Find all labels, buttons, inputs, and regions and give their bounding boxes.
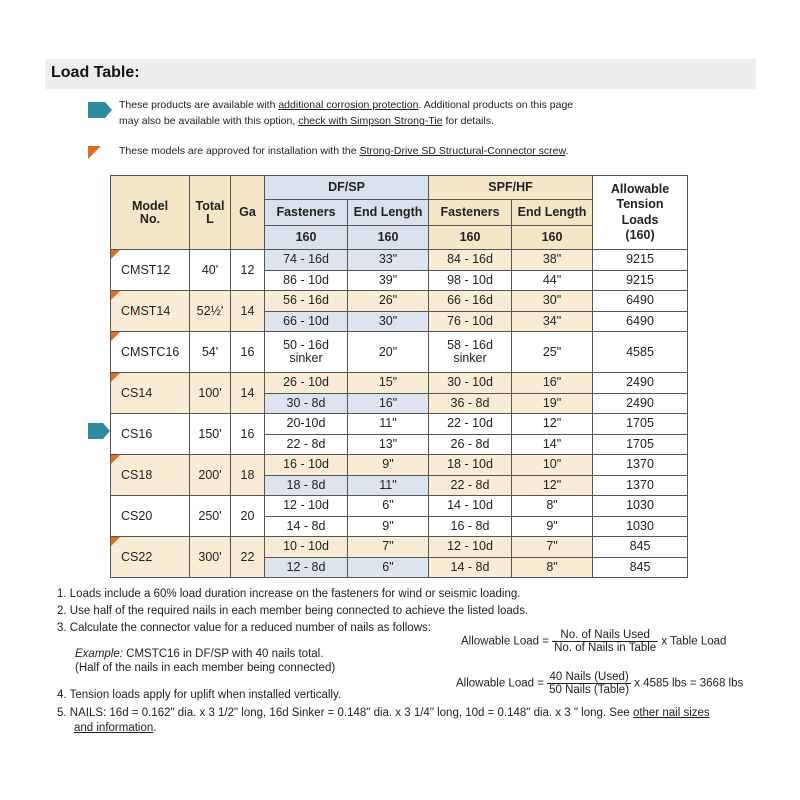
spf-fastener-cell: 26 - 8d — [429, 434, 512, 455]
load-cell: 1030 — [593, 516, 688, 537]
load-cell: 9215 — [593, 250, 688, 271]
total-cell: 100' — [190, 373, 231, 414]
spf-fastener-cell: 84 - 16d — [429, 250, 512, 271]
formula-general — [461, 629, 726, 654]
df-fastener-cell: 18 - 8d — [265, 475, 348, 496]
spf-end-cell: 19" — [512, 393, 593, 414]
df-end-cell: 33" — [348, 250, 429, 271]
spf-fastener-cell: 16 - 8d — [429, 516, 512, 537]
formula-numerator: No. of Nails Used — [552, 629, 658, 642]
blue-flag-icon — [88, 102, 112, 118]
section-title: Load Table: — [51, 64, 140, 81]
model-cell: CS16 — [111, 414, 190, 455]
legend-text: . — [565, 145, 569, 157]
col-header-spfhf: SPF/HF — [429, 176, 593, 200]
df-fastener-cell: 56 - 16d — [265, 291, 348, 312]
note-5-text: 5. NAILS: 16d = 0.162" dia. x 3 1/2" long, 16d Sinker = 0.148" dia. x 3 1/4" long, 10d = 0.148" dia. x 3 " long. See — [57, 707, 633, 719]
df-end-cell: 13" — [348, 434, 429, 455]
nail-information-link[interactable]: and information — [74, 722, 154, 734]
spf-fastener-cell: 66 - 16d — [429, 291, 512, 312]
model-cell: CS20 — [111, 496, 190, 537]
example-label: Example: — [75, 648, 123, 660]
col-header-df-end-length: End Length — [348, 200, 429, 226]
df-end-cell: 20" — [348, 332, 429, 373]
orange-flag-icon — [88, 146, 101, 159]
cs16-blue-flag-icon — [88, 423, 110, 439]
df-fastener-cell: 50 - 16d sinker — [265, 332, 348, 373]
spf-fastener-cell: 58 - 16d sinker — [429, 332, 512, 373]
df-end-cell: 39" — [348, 270, 429, 291]
note-1: 1. Loads include a 60% load duration increase on the fasteners for wind or seismic loading. — [57, 588, 521, 600]
spf-end-cell: 8" — [512, 557, 593, 578]
col-header-allowable: Allowable Tension Loads (160) — [593, 176, 688, 250]
ga-cell: 20 — [231, 496, 265, 537]
formula-denominator: 50 Nails (Table) — [549, 684, 630, 696]
ga-cell: 22 — [231, 537, 265, 578]
load-cell: 4585 — [593, 332, 688, 373]
spf-end-cell: 12" — [512, 475, 593, 496]
spf-end-cell: 30" — [512, 291, 593, 312]
legend-text: for details. — [442, 115, 494, 127]
simpson-link[interactable]: check with Simpson Strong-Tie — [298, 115, 443, 127]
model-cell: CS22 — [111, 537, 190, 578]
spf-fastener-cell: 30 - 10d — [429, 373, 512, 394]
table-row — [111, 332, 688, 373]
col-header-df-160: 160 — [348, 226, 429, 250]
legend-sd-screw — [119, 143, 568, 159]
df-end-cell: 6" — [348, 557, 429, 578]
spf-end-cell: 34" — [512, 311, 593, 332]
formula-label: Allowable Load = — [456, 677, 544, 690]
col-header-spf-end-length: End Length — [512, 200, 593, 226]
load-cell: 1370 — [593, 455, 688, 476]
ga-cell: 16 — [231, 332, 265, 373]
df-end-cell: 15" — [348, 373, 429, 394]
spf-fastener-cell: 14 - 10d — [429, 496, 512, 517]
spf-fastener-cell: 14 - 8d — [429, 557, 512, 578]
sd-screw-flag-icon — [111, 250, 120, 259]
load-cell: 1705 — [593, 434, 688, 455]
formula-tail: x Table Load — [661, 635, 727, 648]
sd-screw-flag-icon — [111, 332, 120, 341]
df-end-cell: 26" — [348, 291, 429, 312]
spf-end-cell: 16" — [512, 373, 593, 394]
df-end-cell: 11" — [348, 414, 429, 435]
load-cell: 2490 — [593, 393, 688, 414]
df-end-cell: 6" — [348, 496, 429, 517]
table-row — [111, 414, 688, 435]
spf-end-cell: 9" — [512, 516, 593, 537]
formula-tail: x 4585 lbs = 3668 lbs — [634, 677, 744, 690]
df-end-cell: 11" — [348, 475, 429, 496]
formula-fraction — [552, 629, 658, 654]
df-end-cell: 30" — [348, 311, 429, 332]
load-cell: 1030 — [593, 496, 688, 517]
df-end-cell: 9" — [348, 455, 429, 476]
load-cell: 2490 — [593, 373, 688, 394]
total-cell: 300' — [190, 537, 231, 578]
formula-label: Allowable Load = — [461, 635, 549, 648]
model-cell: CS14 — [111, 373, 190, 414]
df-fastener-cell: 26 - 10d — [265, 373, 348, 394]
spf-fastener-cell: 98 - 10d — [429, 270, 512, 291]
spf-end-cell: 38" — [512, 250, 593, 271]
df-fastener-cell: 86 - 10d — [265, 270, 348, 291]
sd-screw-flag-icon — [111, 373, 120, 382]
col-header-dfsp: DF/SP — [265, 176, 429, 200]
formula-denominator: No. of Nails in Table — [554, 642, 657, 654]
df-fastener-cell: 10 - 10d — [265, 537, 348, 558]
spf-fastener-cell: 22 - 10d — [429, 414, 512, 435]
sd-screw-flag-icon — [111, 291, 120, 300]
note-2: 2. Use half of the required nails in each member being connected to achieve the listed loads. — [57, 605, 529, 617]
spf-end-cell: 12" — [512, 414, 593, 435]
load-cell: 845 — [593, 537, 688, 558]
ga-cell: 16 — [231, 414, 265, 455]
example — [75, 647, 323, 662]
col-header-total: Total L — [190, 176, 231, 250]
col-header-model: Model No. — [111, 176, 190, 250]
load-cell: 845 — [593, 557, 688, 578]
spf-fastener-cell: 22 - 8d — [429, 475, 512, 496]
legend-text: These models are approved for installation with the — [119, 145, 360, 157]
other-nail-sizes-link[interactable]: other nail sizes — [632, 707, 710, 719]
spf-end-cell: 8" — [512, 496, 593, 517]
note-4: 4. Tension loads apply for uplift when installed vertically. — [57, 689, 342, 701]
df-end-cell: 7" — [348, 537, 429, 558]
spf-end-cell: 44" — [512, 270, 593, 291]
sd-screw-flag-icon — [111, 537, 120, 546]
total-cell: 40' — [190, 250, 231, 291]
spf-fastener-cell: 12 - 10d — [429, 537, 512, 558]
formula-numerator: 40 Nails (Used) — [547, 671, 631, 684]
section-header — [45, 59, 756, 89]
df-fastener-cell: 20-10d — [265, 414, 348, 435]
load-cell: 6490 — [593, 311, 688, 332]
load-cell: 6490 — [593, 291, 688, 312]
df-fastener-cell: 12 - 10d — [265, 496, 348, 517]
col-header-spf-160: 160 — [429, 226, 512, 250]
spf-fastener-cell: 36 - 8d — [429, 393, 512, 414]
table-row — [111, 291, 688, 312]
col-header-spf-160: 160 — [512, 226, 593, 250]
ga-cell: 18 — [231, 455, 265, 496]
table-row — [111, 250, 688, 271]
df-end-cell: 16" — [348, 393, 429, 414]
model-cell: CMST14 — [111, 291, 190, 332]
total-cell: 52½' — [190, 291, 231, 332]
df-fastener-cell: 66 - 10d — [265, 311, 348, 332]
note-5-text: . — [153, 722, 157, 734]
example-line-2: (Half of the nails in each member being connected) — [75, 662, 336, 674]
spf-end-cell: 14" — [512, 434, 593, 455]
legend-corrosion — [119, 97, 573, 129]
load-table — [110, 175, 688, 578]
df-fastener-cell: 14 - 8d — [265, 516, 348, 537]
spf-fastener-cell: 76 - 10d — [429, 311, 512, 332]
legend-text: may also be available with this option, — [119, 115, 299, 127]
col-header-df-fasteners: Fasteners — [265, 200, 348, 226]
ga-cell: 12 — [231, 250, 265, 291]
spf-end-cell: 10" — [512, 455, 593, 476]
legend-text: These products are available with — [119, 99, 279, 111]
example-text: CMSTC16 in DF/SP with 40 nails total. — [122, 648, 324, 660]
df-fastener-cell: 12 - 8d — [265, 557, 348, 578]
formula-fraction — [547, 671, 631, 696]
load-cell: 1705 — [593, 414, 688, 435]
df-fastener-cell: 74 - 16d — [265, 250, 348, 271]
table-row — [111, 455, 688, 476]
total-cell: 250' — [190, 496, 231, 537]
ga-cell: 14 — [231, 291, 265, 332]
sd-screw-link[interactable]: Strong-Drive SD Structural-Connector screw — [359, 145, 566, 157]
model-cell: CS18 — [111, 455, 190, 496]
col-header-df-160: 160 — [265, 226, 348, 250]
model-cell: CMST12 — [111, 250, 190, 291]
note-3: 3. Calculate the connector value for a reduced number of nails as follows: — [57, 622, 431, 634]
load-cell: 9215 — [593, 270, 688, 291]
df-fastener-cell: 30 - 8d — [265, 393, 348, 414]
corrosion-protection-link[interactable]: additional corrosion protection — [278, 99, 419, 111]
col-header-spf-fasteners: Fasteners — [429, 200, 512, 226]
sd-screw-flag-icon — [111, 455, 120, 464]
note-5 — [57, 706, 757, 736]
table-row — [111, 537, 688, 558]
ga-cell: 14 — [231, 373, 265, 414]
table-row — [111, 496, 688, 517]
total-cell: 150' — [190, 414, 231, 455]
legend-text: . Additional products on this page — [418, 99, 574, 111]
df-fastener-cell: 16 - 10d — [265, 455, 348, 476]
spf-end-cell: 25" — [512, 332, 593, 373]
spf-end-cell: 7" — [512, 537, 593, 558]
df-end-cell: 9" — [348, 516, 429, 537]
formula-example — [456, 671, 743, 696]
total-cell: 54' — [190, 332, 231, 373]
col-header-ga: Ga — [231, 176, 265, 250]
load-cell: 1370 — [593, 475, 688, 496]
df-fastener-cell: 22 - 8d — [265, 434, 348, 455]
spf-fastener-cell: 18 - 10d — [429, 455, 512, 476]
model-cell: CMSTC16 — [111, 332, 190, 373]
total-cell: 200' — [190, 455, 231, 496]
table-row — [111, 373, 688, 394]
